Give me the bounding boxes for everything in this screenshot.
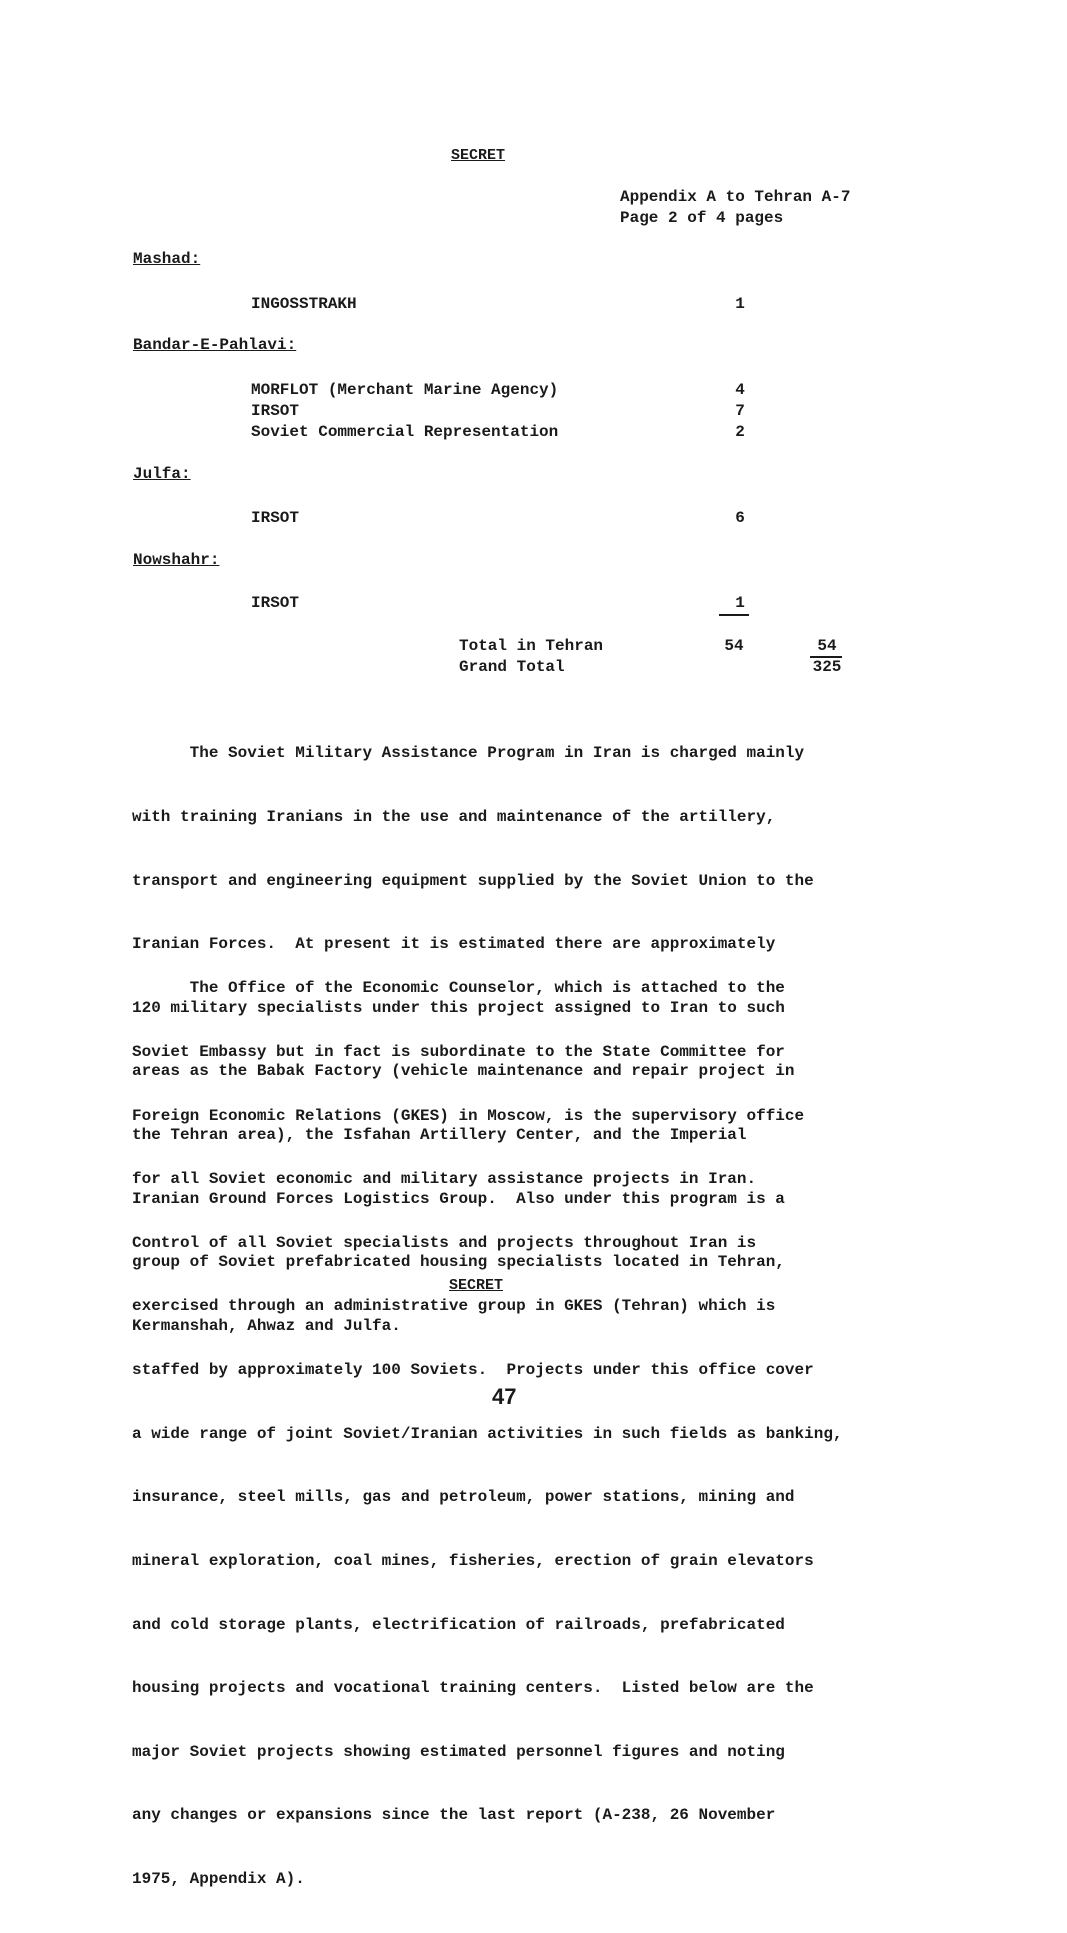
paragraph-line: Iranian Forces. At present it is estimated there are approximately (132, 935, 776, 954)
paragraph-line: Control of all Soviet specialists and projects throughout Iran is (132, 1233, 757, 1252)
item-name: Soviet Commercial Representation (251, 423, 559, 441)
item-count: 4 (735, 381, 745, 399)
city-bandar-e-pahlavi: Bandar-E-Pahlavi: (133, 336, 297, 354)
paragraph-line: transport and engineering equipment supplied by the Soviet Union to the (132, 871, 814, 890)
paragraph-line: a wide range of joint Soviet/Iranian activities in such fields as banking, (132, 1424, 843, 1443)
classification-bottom: SECRET (449, 1277, 504, 1294)
grand-total-value: 325 (812, 658, 842, 676)
paragraph-line: The Office of the Economic Counselor, which is attached to the (132, 979, 785, 998)
paragraph-line: for all Soviet economic and military assistance projects in Iran. (132, 1170, 757, 1189)
total-tehran-value: 54 (724, 637, 744, 655)
total-tehran-label: Total in Tehran (459, 637, 604, 655)
grand-total-label: Grand Total (459, 658, 565, 676)
paragraph-line: any changes or expansions since the last report (A-238, 26 November (132, 1806, 776, 1825)
paragraph-line: and cold storage plants, electrification of railroads, prefabricated (132, 1615, 785, 1634)
subtotal-rule (719, 614, 749, 616)
item-name: INGOSSTRAKH (251, 295, 357, 313)
paragraph-line: Soviet Embassy but in fact is subordinate to the State Committee for (132, 1043, 785, 1062)
item-name: IRSOT (251, 509, 300, 527)
paragraph-line: with training Iranians in the use and maintenance of the artillery, (132, 808, 776, 827)
paragraph-line: areas as the Babak Factory (vehicle maintenance and repair project in (132, 1062, 795, 1081)
paragraph-line: exercised through an administrative group in GKES (Tehran) which is (132, 1297, 776, 1316)
item-count: 1 (735, 594, 745, 612)
paragraph-line: mineral exploration, coal mines, fisheries, erection of grain elevators (132, 1551, 814, 1570)
classification-top: SECRET (451, 147, 506, 164)
paragraph-economic-counselor (132, 936, 922, 1933)
item-name: MORFLOT (Merchant Marine Agency) (251, 381, 559, 399)
paragraph-line: 1975, Appendix A). (132, 1869, 305, 1888)
paragraph-line: major Soviet projects showing estimated personnel figures and noting (132, 1742, 785, 1761)
city-julfa: Julfa: (133, 465, 191, 483)
paragraph-line: Kermanshah, Ahwaz and Julfa. (132, 1316, 401, 1335)
paragraph-line: group of Soviet prefabricated housing specialists located in Tehran, (132, 1253, 785, 1272)
item-count: 2 (735, 423, 745, 441)
paragraph-line: 120 military specialists under this project assigned to Iran to such (132, 998, 785, 1017)
paragraph-line: Iranian Ground Forces Logistics Group. Also under this program is a (132, 1189, 785, 1208)
paragraph-line: Foreign Economic Relations (GKES) in Moscow, is the supervisory office (132, 1106, 805, 1125)
paragraph-line: The Soviet Military Assistance Program in Iran is charged mainly (132, 744, 805, 763)
appendix-line: Appendix A to Tehran A-7 (620, 188, 851, 206)
item-name: IRSOT (251, 402, 300, 420)
city-mashad: Mashad: (133, 250, 201, 268)
page-line: Page 2 of 4 pages (620, 209, 784, 227)
item-count: 6 (735, 509, 745, 527)
item-count: 7 (735, 402, 745, 420)
paragraph-line: the Tehran area), the Isfahan Artillery Center, and the Imperial (132, 1126, 747, 1145)
item-name: IRSOT (251, 594, 300, 612)
paragraph-line: staffed by approximately 100 Soviets. Projects under this office cover (132, 1361, 814, 1380)
item-count: 1 (735, 295, 745, 313)
city-nowshahr: Nowshahr: (133, 551, 220, 569)
paragraph-line: housing projects and vocational training centers. Listed below are the (132, 1679, 814, 1698)
total-tehran-value-right: 54 (817, 637, 837, 655)
page-number: 47 (492, 1384, 517, 1409)
paragraph-line: insurance, steel mills, gas and petroleum, power stations, mining and (132, 1488, 795, 1507)
